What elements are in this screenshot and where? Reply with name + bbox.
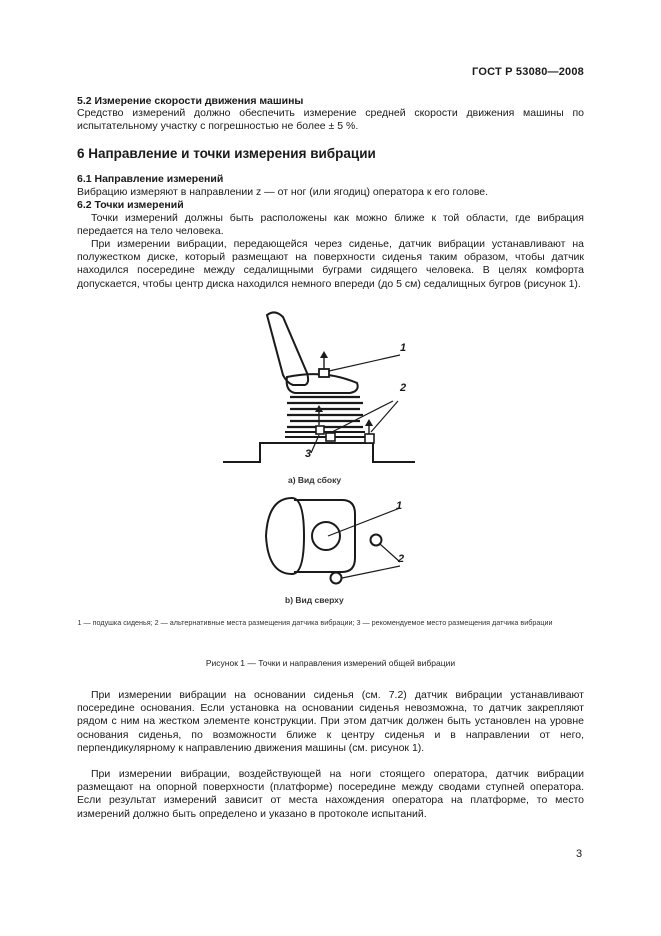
top-view-label: b) Вид сверху — [285, 595, 344, 605]
section-6-2-heading: 6.2 Точки измерений — [77, 199, 184, 211]
seat-side-view-drawing — [215, 305, 420, 465]
section-5-2-heading: 5.2 Измерение скорости движения машины — [77, 95, 304, 107]
side-view-label: a) Вид сбоку — [288, 475, 342, 485]
callout-2-side: 2 — [400, 382, 407, 394]
body-para-4: При измерении вибрации, воздействующей на ноги стоящего оператора, датчик вибрации размещают на опорной поверхности (платформе) посередине между сводами ступней оператора. Если результат измерений зависит от места нахождения оператора на платформе, то место измерений должно быть определено и указано в протоколе испытаний. — [77, 768, 584, 820]
page-number: 3 — [576, 848, 583, 860]
section-6-1-text: Вибрацию измеряют в направлении z — от ног (или ягодиц) оператора к его голове. — [77, 186, 489, 198]
body-para-3: При измерении вибрации на основании сиденья (см. 7.2) датчик вибрации устанавливают посередине основания. Если установка на основании сиденья невозможна, то датчик закрепляют рядом с ним на жестком элементе конструкции. При этом датчик должен быть установлен на уровне основания сиденья, по возможности ближе к центру сиденья и в направлении от него, перпендикулярному к направлению движения машины (см. рисунок 1). — [77, 689, 584, 754]
callout-1-side: 1 — [400, 342, 407, 354]
section-6-2-para-2: При измерении вибрации, передающейся через сиденье, датчик вибрации устанавливают на полужестком диске, который размещают на поверхности сиденья таким образом, чтобы датчик находился посередине между седалищными буграми сидящего человека. В целях комфорта допускается, чтобы центр диска находился немного впереди (до 5 см) седалищных бугров (рисунок 1). — [77, 238, 584, 290]
figure-caption: Рисунок 1 — Точки и направления измерений общей вибрации — [205, 658, 456, 668]
section-6-heading: 6 Направление и точки измерения вибрации — [77, 146, 376, 161]
section-5-2-text: Средство измерений должно обеспечить измерение средней скорости движения машины по испытательному участку с погрешностью не более ± 5 %. — [77, 107, 584, 133]
standard-number: ГОСТ Р 53080—2008 — [472, 66, 584, 78]
section-6-1-heading: 6.1 Направление измерений — [77, 173, 224, 185]
seat-top-view-drawing — [258, 492, 418, 590]
callout-3-side: 3 — [305, 448, 312, 460]
section-6-2-para-1: Точки измерений должны быть расположены как можно ближе к той области, где вибрация передается на тело человека. — [77, 212, 584, 238]
callout-1-top: 1 — [396, 500, 403, 512]
figure-legend: 1 — подушка сиденья; 2 — альтернативные места размещения датчика вибрации; 3 — рекомендуемое место размещения датчика вибрации — [77, 618, 553, 627]
callout-2-top: 2 — [398, 553, 405, 565]
